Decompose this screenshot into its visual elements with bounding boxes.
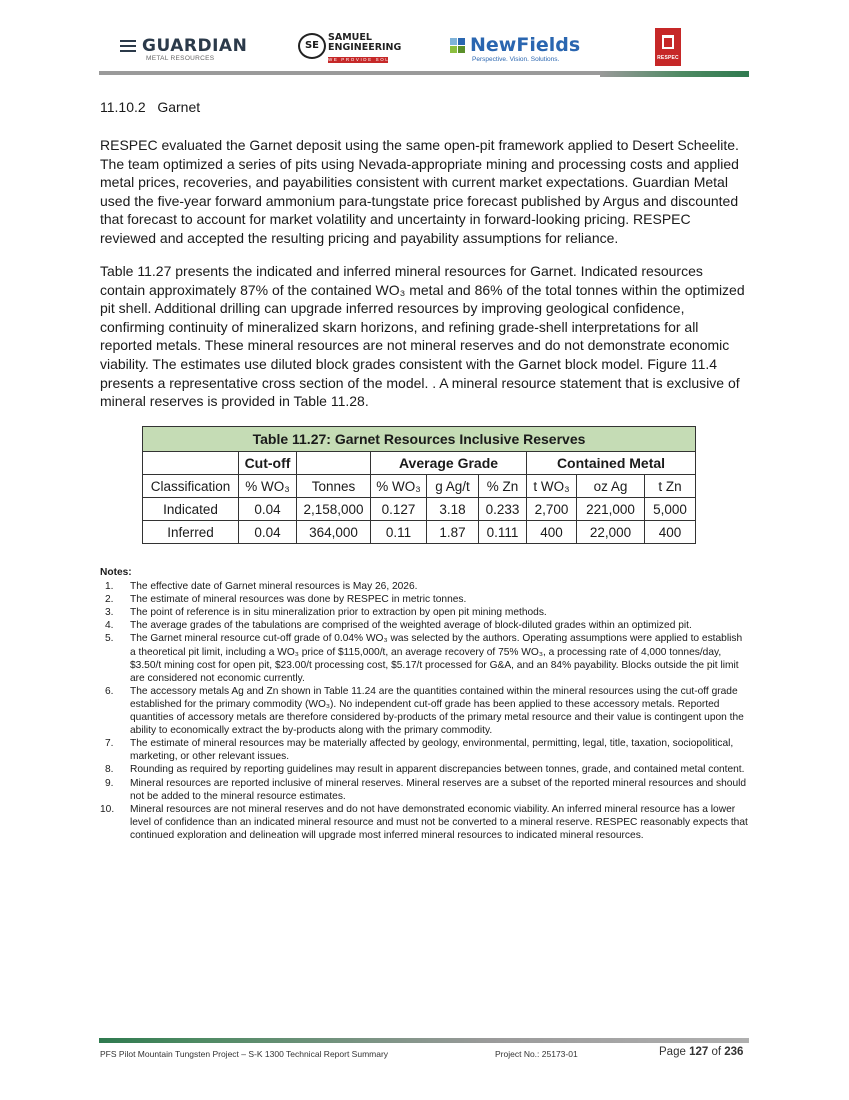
table-cell: 2,700 xyxy=(527,498,577,521)
table-cell: 0.11 xyxy=(371,521,427,544)
column-header: t Zn xyxy=(645,475,696,498)
note-item xyxy=(100,803,750,842)
column-header: % WO₃ xyxy=(239,475,297,498)
note-number: 7. xyxy=(105,738,114,750)
column-header: t WO₃ xyxy=(527,475,577,498)
resource-table xyxy=(142,426,696,544)
guardian-logo xyxy=(120,36,247,56)
samuel-logo-text xyxy=(328,33,401,53)
note-text: The estimate of mineral resources may be materially affected by geology, environmental, permitting, legal, title, taxation, sociopolitical, marketing, or other relevant issues. xyxy=(130,738,734,763)
page-prefix: Page xyxy=(659,1046,690,1058)
table-cell: 5,000 xyxy=(645,498,696,521)
column-header: % Zn xyxy=(479,475,527,498)
column-header: g Ag/t xyxy=(427,475,479,498)
page-of: of xyxy=(708,1046,725,1058)
note-number: 6. xyxy=(105,685,114,697)
note-number: 1. xyxy=(105,581,114,593)
footer-page-number xyxy=(659,1046,743,1058)
table-cell: 400 xyxy=(527,521,577,544)
note-text: Rounding as required by reporting guidelines may result in apparent discrepancies between tonnes, grade, and contained metal content. xyxy=(130,764,745,776)
note-item xyxy=(100,632,750,684)
table-row xyxy=(143,498,696,521)
column-header: oz Ag xyxy=(577,475,645,498)
table-cell: 0.111 xyxy=(479,521,527,544)
table-cell: 0.04 xyxy=(239,521,297,544)
note-text: The Garnet mineral resource cut-off grade of 0.04% WO₃ was selected by the authors. Operating assumptions were applied to establish a theoretical pit limit, including a WO₃ price of $115,000/t, an average recovery of 75% WO₃, a processing rate of 4,000 tonnes/day, $3.50/t mining cost for open pit, $23.00/t processing cost, $5.17/t processed for G&A, and an 84% payability. Blocks outside the pit limit are considered not economic currently. xyxy=(130,633,743,684)
table-group-cutoff: Cut-off xyxy=(239,452,297,475)
note-number: 10. xyxy=(100,803,115,815)
guardian-logo-subtitle: METAL RESOURCES xyxy=(146,55,215,62)
note-item xyxy=(100,685,750,737)
table-group-blank xyxy=(297,452,371,475)
table-title: Table 11.27: Garnet Resources Inclusive Reserves xyxy=(143,427,696,452)
samuel-tagline: WE PROVIDE SOLUTIONS xyxy=(328,57,417,62)
page-total: 236 xyxy=(724,1046,744,1058)
notes-list xyxy=(100,580,750,842)
paragraph: RESPEC evaluated the Garnet deposit using the same open-pit framework applied to Desert Scheelite. The team optimized a series of pits using Nevada-appropriate mining and processing costs and applied metal prices, recoveries, and payabilities consistent with current market expectations. Guardian Metal used the five-year forward ammonium para-tungstate price forecast published by Argus and discounted that forecast to account for market volatility and uncertainty in forward-looking pricing. RESPEC reviewed and accepted the resulting pricing and payability assumptions for reliance. xyxy=(100,137,739,246)
table-cell: 364,000 xyxy=(297,521,371,544)
table-cell: 400 xyxy=(645,521,696,544)
column-header: Tonnes xyxy=(297,475,371,498)
note-number: 4. xyxy=(105,620,114,632)
footer-report-title: PFS Pilot Mountain Tungsten Project – S-K 1300 Technical Report Summary xyxy=(100,1049,389,1059)
note-item xyxy=(100,763,750,776)
table-group-contained-metal: Contained Metal xyxy=(527,452,696,475)
guardian-logo-text: GUARDIAN xyxy=(142,36,248,56)
se-badge-icon: SE xyxy=(298,33,326,59)
resource-table-grid xyxy=(142,426,696,544)
table-group-average-grade: Average Grade xyxy=(371,452,527,475)
respec-logo xyxy=(655,28,681,66)
respec-mark-icon xyxy=(662,35,674,49)
table-cell: 221,000 xyxy=(577,498,645,521)
column-header: % WO₃ xyxy=(371,475,427,498)
table-row xyxy=(143,521,696,544)
note-number: 2. xyxy=(105,594,114,606)
note-text: The estimate of mineral resources was done by RESPEC in metric tonnes. xyxy=(130,594,467,606)
header-divider-accent xyxy=(600,71,749,77)
newfields-squares-icon xyxy=(450,38,466,54)
footer-divider xyxy=(99,1038,749,1043)
table-cell: 1.87 xyxy=(427,521,479,544)
note-item xyxy=(100,619,750,632)
table-cell: 3.18 xyxy=(427,498,479,521)
table-group-blank xyxy=(143,452,239,475)
note-number: 8. xyxy=(105,764,114,776)
table-cell: Indicated xyxy=(143,498,239,521)
table-cell: Inferred xyxy=(143,521,239,544)
footer-project-number: Project No.: 25173-01 xyxy=(495,1049,578,1059)
note-item xyxy=(100,606,750,619)
note-number: 9. xyxy=(105,777,114,789)
note-text: Mineral resources are not mineral reserves and do not have demonstrated economic viability. An inferred mineral resource has a lower level of confidence than an indicated mineral resource and must not be converted to a mineral reserve. RESPEC reasonably expects that continued exploration and delineation will upgrade most inferred mineral resources to indicated mineral resources. xyxy=(130,803,748,841)
note-number: 5. xyxy=(105,633,114,645)
table-cell: 0.127 xyxy=(371,498,427,521)
newfields-tagline: Perspective. Vision. Solutions. xyxy=(472,56,560,63)
table-cell: 0.04 xyxy=(239,498,297,521)
respec-logo-text: RESPEC xyxy=(657,55,679,61)
samuel-line1: SAMUEL xyxy=(328,32,372,43)
page-header xyxy=(0,0,849,80)
table-cell: 2,158,000 xyxy=(297,498,371,521)
note-text: Mineral resources are reported inclusive of mineral reserves. Mineral reserves are a subset of the reported mineral resources and should not be added to the mineral resource estimates. xyxy=(130,777,747,802)
table-cell: 22,000 xyxy=(577,521,645,544)
newfields-logo-text: NewFields xyxy=(470,34,581,56)
notes-title: Notes: xyxy=(100,567,132,578)
note-text: The effective date of Garnet mineral resources is May 26, 2026. xyxy=(130,581,418,593)
table-cell: 0.233 xyxy=(479,498,527,521)
note-item xyxy=(100,737,750,763)
section-heading: 11.10.2 Garnet xyxy=(100,99,201,115)
note-text: The point of reference is in situ mineralization prior to extraction by open pit mining methods. xyxy=(130,607,547,619)
page-current: 127 xyxy=(689,1046,709,1058)
note-item xyxy=(100,777,750,803)
note-number: 3. xyxy=(105,607,114,619)
paragraph: Table 11.27 presents the indicated and inferred mineral resources for Garnet. Indicated resources contain approximately 87% of the contained WO₃ metal and 86% of the total tonnes within the optimized pit shell. Additional drilling can upgrade inferred resources by improving geological confidence, confirming continuity of mineralized skarn horizons, and refining grade-shell interpretations for all reported metals. These mineral resources are not mineral reserves and do not demonstrate economic viability. The estimates use diluted block grades consistent with the Garnet block model. Figure 11.4 presents a representative cross section of the model. . A mineral resource statement that is exclusive of mineral reserves is provided in Table 11.28. xyxy=(100,263,745,410)
table-header-row xyxy=(143,475,696,498)
column-header: Classification xyxy=(143,475,239,498)
samuel-line2: ENGINEERING xyxy=(328,42,402,53)
note-item xyxy=(100,580,750,593)
note-text: The accessory metals Ag and Zn shown in Table 11.24 are the quantities contained within the mineral resources using the cut-off grade established for the primary commodity (WO₃). No independent cut-off grade has been applied to these accessory metals. Reported quantities of accessory metals are therefore considered by-products of the primary metal resource and their value is contingent upon the ability to economically extract the by-products along with the primary commodity. xyxy=(130,685,744,737)
note-text: The average grades of the tabulations are comprised of the weighted average of block-diluted grades within an optimized pit. xyxy=(130,620,692,632)
notes-section xyxy=(100,566,750,842)
guardian-bars-icon xyxy=(120,40,136,52)
note-item xyxy=(100,593,750,606)
